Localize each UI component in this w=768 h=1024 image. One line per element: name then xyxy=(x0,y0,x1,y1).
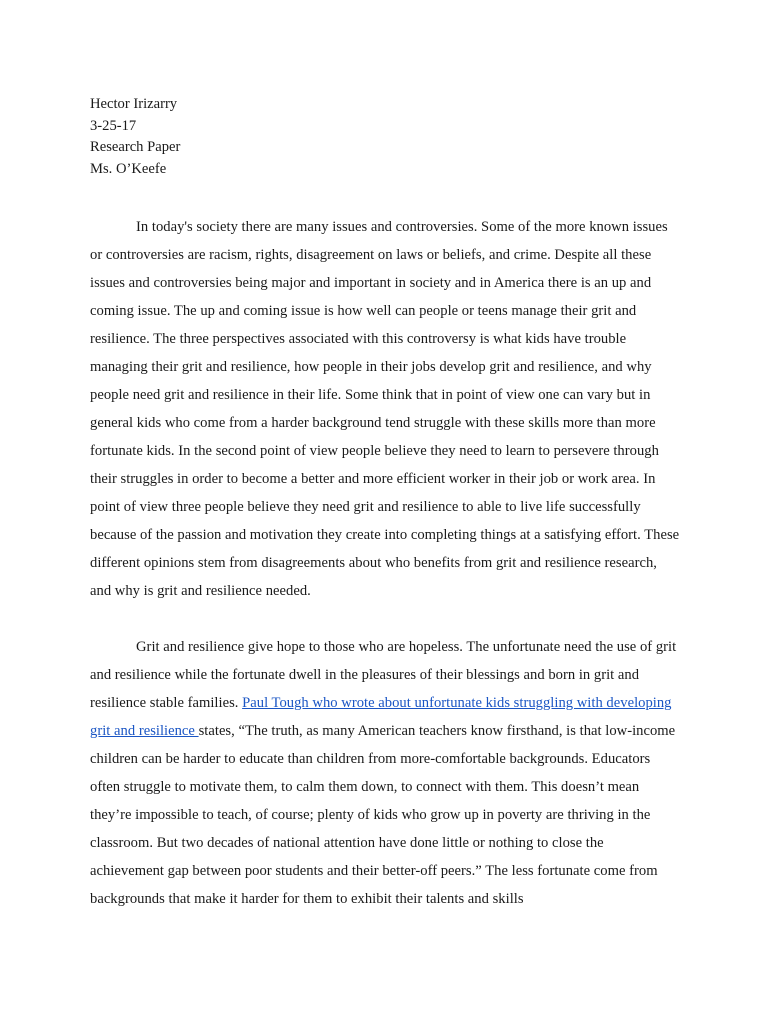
document-body xyxy=(90,94,680,913)
author-name: Hector Irizarry xyxy=(90,96,178,112)
assignment-title: Research Paper xyxy=(90,139,181,155)
teacher-name: Ms. O’Keefe xyxy=(90,160,167,177)
paper-date: 3-25-17 xyxy=(90,117,137,134)
paragraph-text-after-link: states, “The truth, as many American teachers know firsthand, is that low-income children can be harder to educate than children from more-comfortable backgrounds. Educators often struggle to motivate them, to calm them down, to connect with them. This doesn’t mean they’re impossible to teach, of course; plenty of kids who grow up in poverty are thriving in the classroom. But two decades of national attention have done little or nothing to close the achievement gap between poor students and their better-off peers.” The less fortunate come from backgrounds that make it harder for them to exhibit their talents and skills xyxy=(90,723,676,907)
header-spacer xyxy=(90,180,680,213)
paragraph-grit-resilience xyxy=(90,633,680,913)
paragraph-intro: In today's society there are many issues and controversies. Some of the more known issues or controversies are racism, rights, disagreement on laws or beliefs, and crime. Despite all these issues and controversies being major and important in society and in America there is an up and coming issue. The up and coming issue is how well can people or teens manage their grit and resilience. The three perspectives associated with this controversy is what kids have trouble managing their grit and resilience, how people in their jobs develop grit and resilience, and why people need grit and resilience in their life. Some think that in point of view one can vary but in general kids who come from a harder background tend struggle with these skills more than more fortunate kids. In the second point of view people believe they need to learn to persevere through their struggles in order to become a better and more efficient worker in their job or work area. In point of view three people believe they need grit and resilience to able to live life successfully because of the passion and motivation they create into completing things at a satisfying effort. These different opinions stem from disagreements about who benefits from grit and resilience research, and why is grit and resilience needed. xyxy=(90,219,680,599)
paragraph-spacer xyxy=(90,605,680,633)
citation-link[interactable]: Paul Tough who wrote about unfortunate kids struggling with developing grit and resilience xyxy=(90,695,672,739)
paragraph-text-before-link: Grit and resilience give hope to those who are hopeless. The unfortunate need the use of grit and resilience while the fortunate dwell in the pleasures of their blessings and born in grit and resilience stable families. xyxy=(90,639,677,711)
